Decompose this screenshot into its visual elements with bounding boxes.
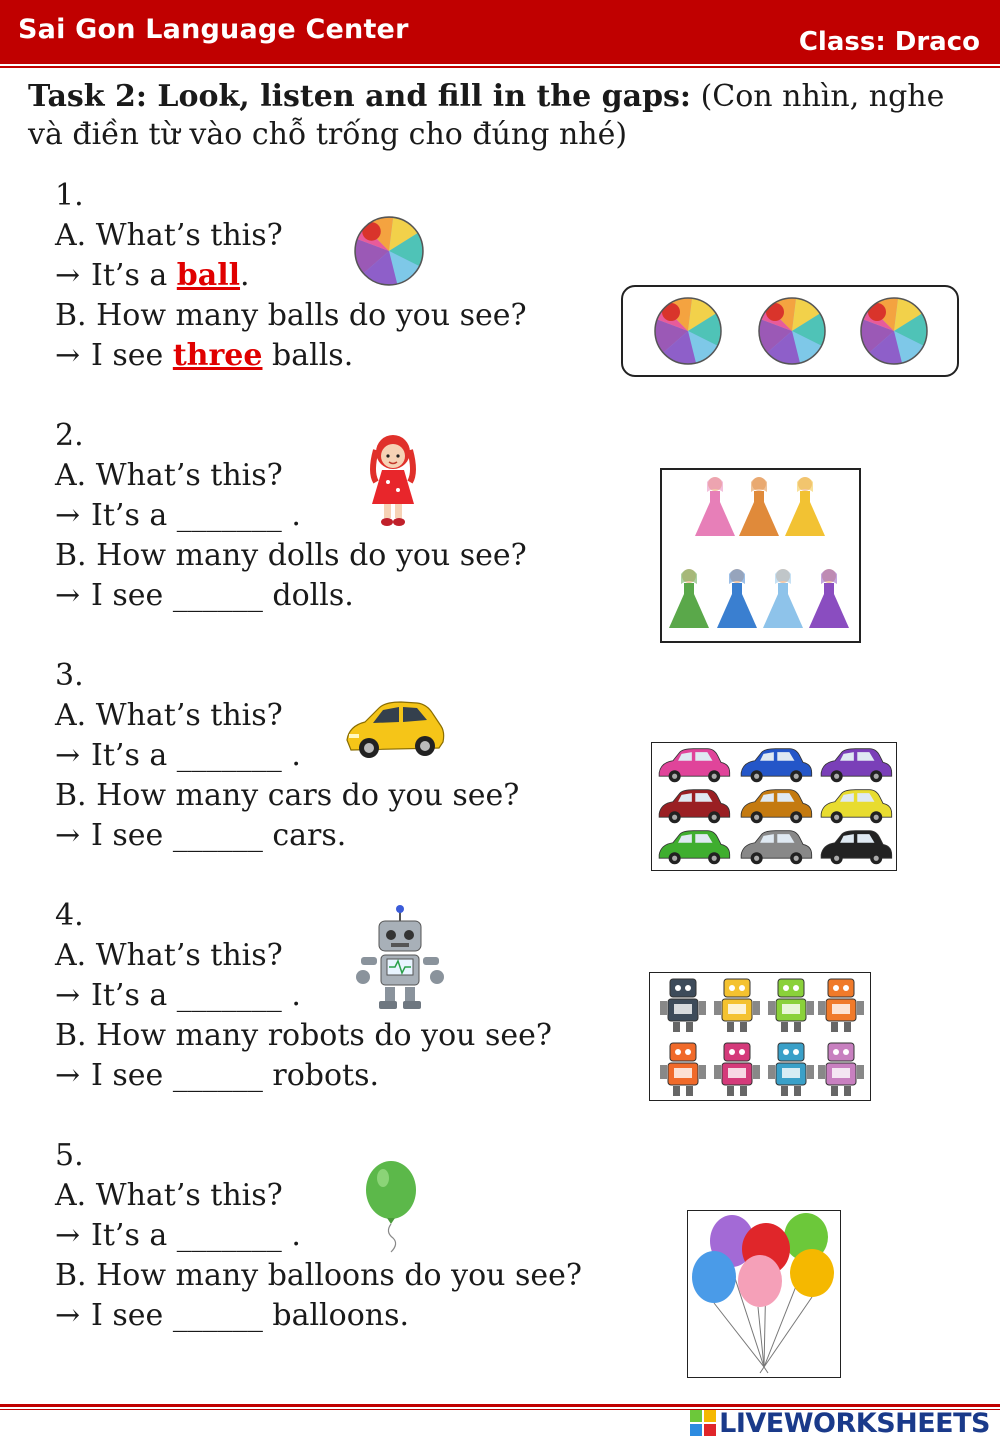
arrow-icon: →	[55, 818, 81, 853]
question-number: 3.	[55, 658, 84, 693]
footer-divider	[0, 1404, 1000, 1407]
answer-blank[interactable]: ______	[172, 1058, 263, 1093]
answer-prefix: It’s a	[91, 498, 177, 533]
liveworksheets-logo[interactable]	[690, 1408, 990, 1439]
question-b: B. How many balls do you see?	[55, 298, 527, 333]
answer-b-line	[55, 1056, 655, 1096]
arrow-icon: →	[55, 1058, 81, 1093]
answer-prefix: I see	[91, 818, 173, 853]
question-a: A. What’s this?	[55, 218, 283, 253]
robots-image	[649, 972, 871, 1101]
question-b: B. How many dolls do you see?	[55, 538, 527, 573]
dolls-image	[660, 468, 861, 643]
question-a: A. What’s this?	[55, 458, 283, 493]
liveworksheets-logo-icon	[690, 1410, 716, 1436]
answer-blank[interactable]: _______	[176, 738, 282, 773]
question-2	[55, 416, 655, 616]
answer-suffix: robots.	[262, 1058, 380, 1093]
answer-prefix: It’s a	[91, 258, 177, 293]
answer-blank[interactable]: ______	[172, 1298, 263, 1333]
answer-blank[interactable]: _______	[176, 498, 282, 533]
answer-blank[interactable]: _______	[176, 1218, 282, 1253]
question-b: B. How many cars do you see?	[55, 778, 520, 813]
answer-prefix: I see	[91, 338, 173, 373]
answer-prefix: I see	[91, 578, 173, 613]
answer-suffix: .	[281, 978, 301, 1013]
balloon-icon	[363, 1160, 421, 1260]
beach-ball-icon	[353, 215, 425, 291]
answer-a-line	[55, 496, 655, 536]
answer-blank[interactable]: ______	[172, 578, 263, 613]
question-b: B. How many balloons do you see?	[55, 1258, 583, 1293]
arrow-icon: →	[55, 578, 81, 613]
question-5	[55, 1136, 655, 1336]
answer-prefix: It’s a	[91, 978, 177, 1013]
task-title: Task 2: Look, listen and fill in the gaps:	[28, 79, 692, 114]
answer-filled[interactable]: ball	[176, 258, 241, 293]
answer-suffix: balloons.	[262, 1298, 410, 1333]
answer-suffix: dolls.	[262, 578, 354, 613]
balloons-image	[687, 1210, 841, 1378]
question-a: A. What’s this?	[55, 938, 283, 973]
answer-suffix: .	[281, 1218, 301, 1253]
answer-b-line	[55, 576, 655, 616]
arrow-icon: →	[55, 738, 81, 773]
arrow-icon: →	[55, 978, 81, 1013]
header-divider	[0, 66, 1000, 68]
answer-b-line	[55, 816, 655, 856]
arrow-icon: →	[55, 498, 81, 533]
class-label: Class: Draco	[798, 27, 980, 57]
three-balls-image	[621, 285, 959, 377]
answer-filled[interactable]: three	[172, 338, 263, 373]
answer-suffix: .	[281, 738, 301, 773]
doll-icon	[362, 432, 424, 534]
answer-prefix: It’s a	[91, 738, 177, 773]
answer-blank[interactable]: _______	[176, 978, 282, 1013]
answer-prefix: I see	[91, 1298, 173, 1333]
school-name: Sai Gon Language Center	[18, 14, 409, 45]
arrow-icon: →	[55, 258, 81, 293]
answer-prefix: I see	[91, 1058, 173, 1093]
question-number: 1.	[55, 178, 84, 213]
question-number: 5.	[55, 1138, 84, 1173]
task-heading	[28, 78, 968, 154]
answer-b-line	[55, 1296, 655, 1336]
answer-suffix: balls.	[262, 338, 354, 373]
question-number: 4.	[55, 898, 84, 933]
arrow-icon: →	[55, 1298, 81, 1333]
answer-b-line	[55, 336, 655, 376]
question-a: A. What’s this?	[55, 1178, 283, 1213]
arrow-icon: →	[55, 338, 81, 373]
question-b: B. How many robots do you see?	[55, 1018, 553, 1053]
header-bar	[0, 0, 1000, 64]
answer-blank[interactable]: ______	[172, 818, 263, 853]
answer-prefix: It’s a	[91, 1218, 177, 1253]
task-instruction: (Con nhìn, nghe và điền từ vào chỗ trống cho đúng nhé)	[28, 79, 945, 152]
answer-suffix: .	[240, 258, 250, 293]
answer-suffix: cars.	[262, 818, 347, 853]
arrow-icon: →	[55, 1218, 81, 1253]
cars-image	[651, 742, 897, 871]
answer-suffix: .	[281, 498, 301, 533]
question-a: A. What’s this?	[55, 698, 283, 733]
robot-icon	[353, 903, 447, 1017]
answer-a-line	[55, 1216, 655, 1256]
car-icon	[343, 700, 447, 766]
question-number: 2.	[55, 418, 84, 453]
logo-text: LIVEWORKSHEETS	[719, 1408, 990, 1439]
